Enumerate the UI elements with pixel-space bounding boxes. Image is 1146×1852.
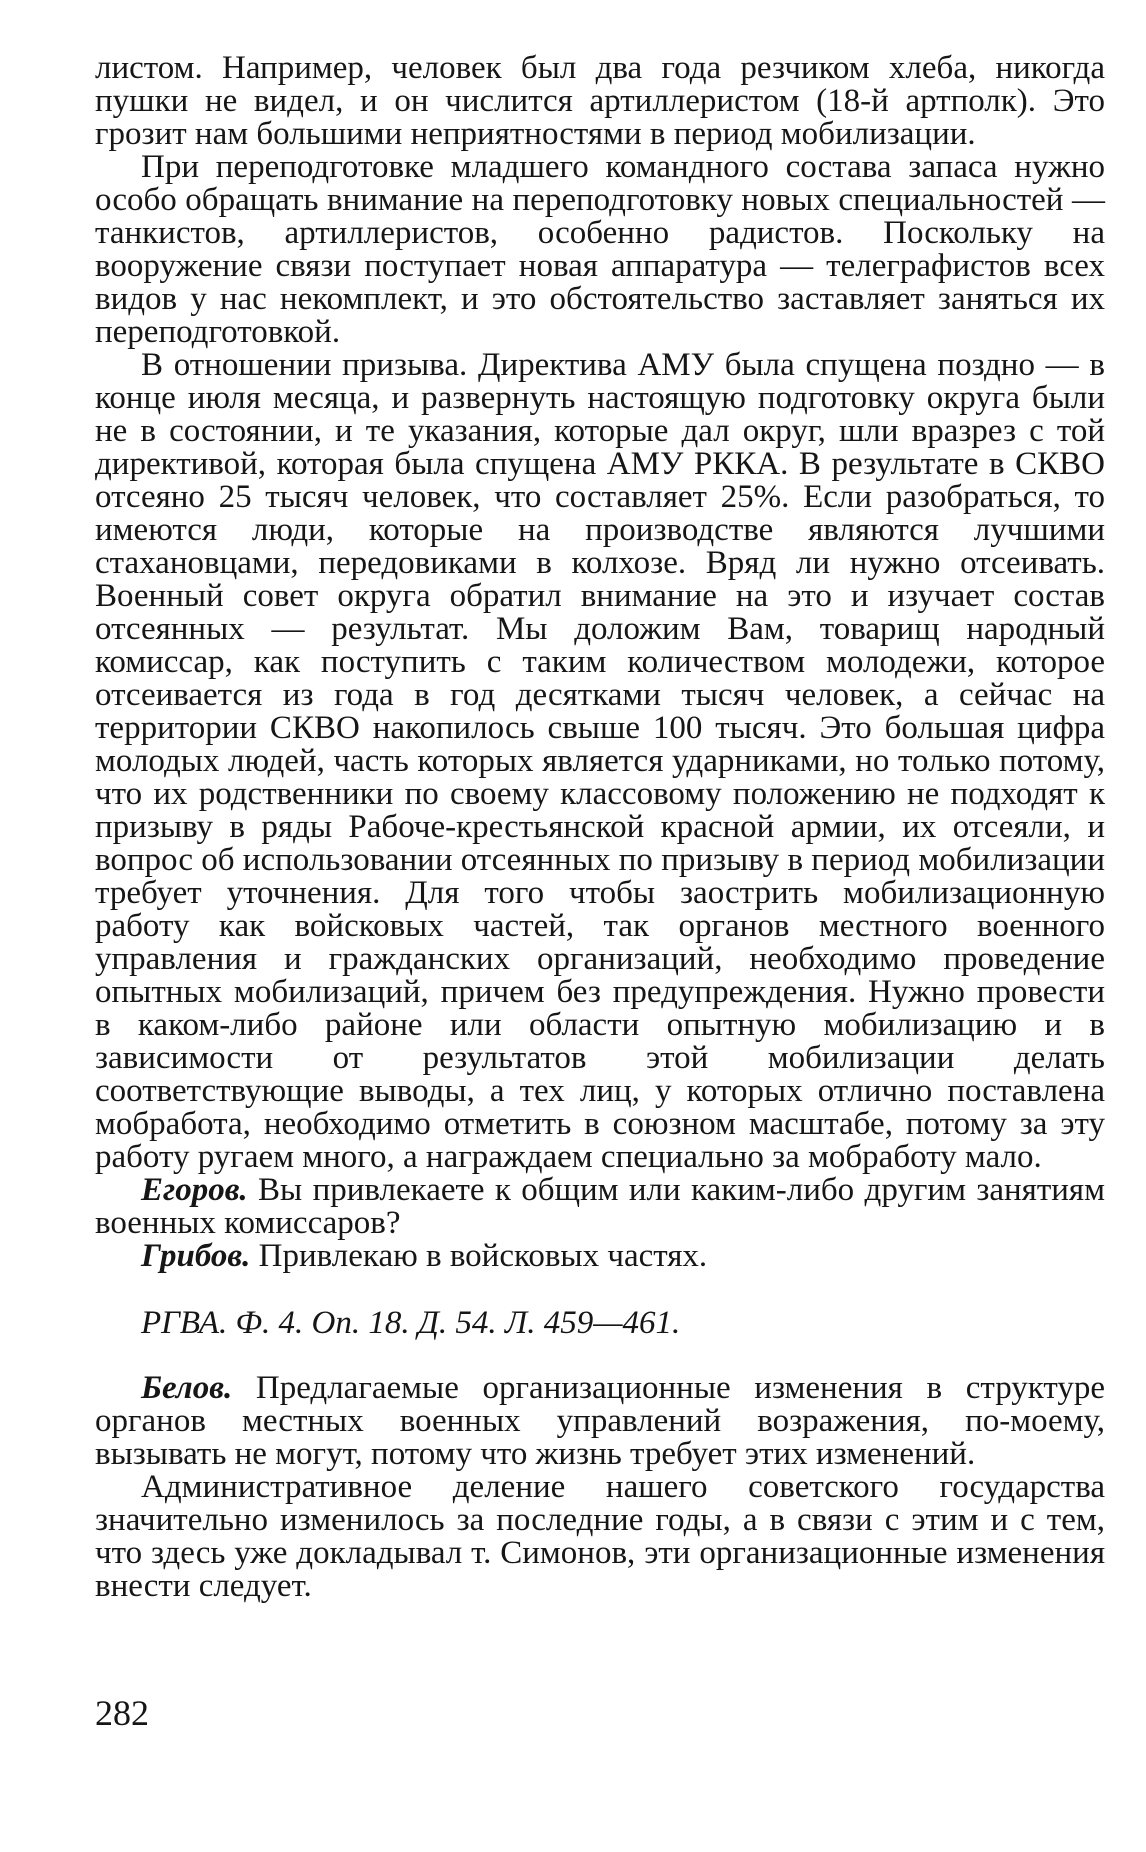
gribov-text: Привлекаю в войсковых частях.	[250, 1238, 708, 1274]
page-body	[95, 52, 1105, 1603]
archive-source-reference: РГВА. Ф. 4. Оп. 18. Д. 54. Л. 459—461.	[141, 1305, 681, 1341]
belov-text: Предлагаемые организационные изменения в структуре органов местных военных управлений возражения, по-моему, вызывать не могут, потому что жизнь требует этих изменений.	[95, 1370, 1105, 1472]
page-number: 282	[95, 1693, 149, 1733]
egorov-text: Вы привлекаете к общим или каким-либо другим занятиям военных комиссаров?	[95, 1172, 1105, 1241]
speaker-egorov: Егоров.	[141, 1172, 248, 1208]
speaker-belov: Белов.	[141, 1370, 233, 1406]
paragraph-1: листом. Например, человек был два года резчиком хлеба, никогда пушки не видел, и он числится артиллеристом (18-й артполк). Это грозит нам большими неприятностями в период мобилизации.	[95, 50, 1105, 152]
egorov-remark	[95, 1174, 1105, 1240]
paragraph-2: При переподготовке младшего командного состава запаса нужно особо обращать внимание на переподготовку новых специальностей — танкистов, артиллеристов, особенно радистов. Поскольку на вооружение связи поступает новая аппаратура — телеграфистов всех видов у нас некомплект, и это обстоятельство заставляет заняться их переподготовкой.	[95, 149, 1105, 350]
gribov-remark	[95, 1240, 1105, 1273]
paragraph-3: В отношении призыва. Директива АМУ была спущена поздно — в конце июля месяца, и развернуть настоящую подготовку округа были не в состоянии, и те указания, которые дал округ, шли вразрез с той директивой, которая была спущена АМУ РККА. В результате в СКВО отсеяно 25 тысяч человек, что составляет 25%. Если разобраться, то имеются люди, которые на производстве являются лучшими стахановцами, передовиками в колхозе. Вряд ли нужно отсеивать. Военный совет округа обратил внимание на это и изучает состав отсеянных — результат. Мы доложим Вам, товарищ народный комиссар, как поступить с таким количеством молодежи, которое отсеивается из года в год десятками тысяч человек, а сейчас на территории СКВО накопилось свыше 100 тысяч. Это большая цифра молодых людей, часть которых является ударниками, но только потому, что их родственники по своему классовому положению не подходят к призыву в ряды Рабоче-крестьянской красной армии, их отсеяли, и вопрос об использовании отсеянных по призыву в период мобилизации требует уточнения. Для того чтобы заострить мобилизационную работу как войсковых частей, так органов местного военного управления и гражданских организаций, необходимо проведение опытных мобилизаций, причем без предупреждения. Нужно провести в каком-либо районе или области опытную мобилизацию и в зависимости от результатов этой мобилизации делать соответствующие выводы, а тех лиц, у которых отлично поставлена мобработа, необходимо отметить в союзном масштабе, потому за эту работу ругаем много, а награждаем специально за мобработу мало.	[95, 347, 1105, 1175]
belov-paragraph-2: Административное деление нашего советского государства значительно изменилось за последние годы, а в связи с этим и с тем, что здесь уже докладывал т. Симонов, эти организационные изменения внести следует.	[95, 1469, 1105, 1604]
belov-remark	[95, 1372, 1105, 1471]
speaker-gribov: Грибов.	[141, 1238, 251, 1274]
